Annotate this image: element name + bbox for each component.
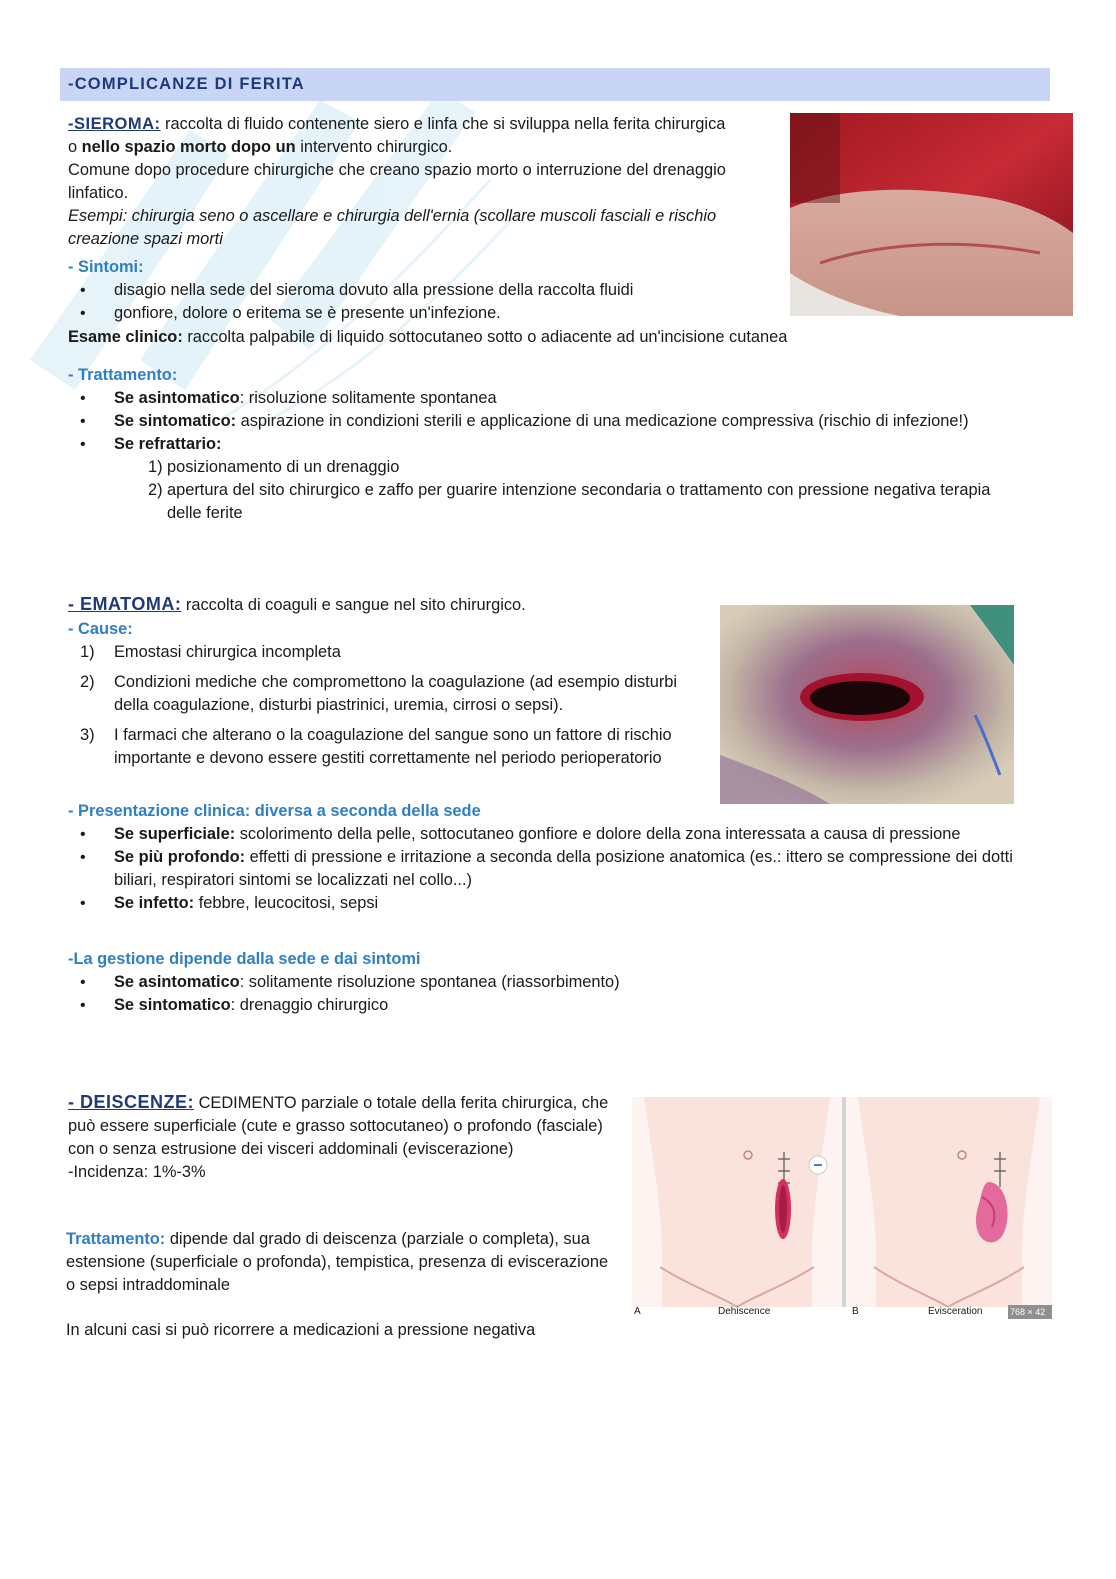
figure-size-badge: 768 × 42 (1010, 1307, 1046, 1317)
ematoma-presentazione-label: - Presentazione clinica: diversa a seconda della sede (68, 802, 481, 820)
ematoma-intro-text: raccolta di coaguli e sangue nel sito chirurgico. (181, 596, 526, 614)
ematoma-gestione (68, 948, 968, 1017)
sieroma-line2: Comune dopo procedure chirurgiche che creano spazio morto o interruzione del drenaggio linfatico. (68, 161, 726, 202)
list-item: 3) I farmaci che alterano o la coagulazione del sangue sono un fattore di rischio importante e devono essere gestiti correttamente nel periodo perioperatorio (80, 726, 672, 767)
list-item: • Se più profondo: effetti di pressione e irritazione a seconda della posizione anatomica (es.: ittero se compressione dei dotti biliari, respiratori sintomi se localizzati nel collo...) (68, 846, 1048, 892)
list-item: • Se refrattario: (68, 433, 1028, 456)
ematoma-intro (68, 593, 708, 617)
list-item: 2) apertura del sito chirurgico e zaffo per guarire intenzione secondaria o trattamento con pressione negativa terapia delle ferite (148, 481, 991, 522)
list-item: • Se sintomatico: drenaggio chirurgico (68, 994, 968, 1017)
deiscenze-figure (632, 1097, 1052, 1319)
ematoma-cause (68, 618, 698, 777)
figure-b-caption: Evisceration (928, 1306, 983, 1317)
sieroma-examples: Esempi: chirurgia seno o ascellare e chirurgia dell'ernia (scollare muscoli fasciali e rischio creazione spazi morti (68, 207, 717, 248)
figure-a-letter: A (634, 1306, 641, 1317)
sieroma-photo (790, 113, 1073, 316)
esame-text: raccolta palpabile di liquido sottocutaneo sotto o adiacente ad un'incisione cutanea (182, 328, 788, 346)
sieroma-trattamento (68, 364, 1028, 525)
list-item: • disagio nella sede del sieroma dovuto alla pressione della raccolta fluidi (68, 279, 768, 302)
deiscenze-note: In alcuni casi si può ricorrere a medicazioni a pressione negativa (66, 1321, 536, 1339)
sieroma-intro-bold: nello spazio morto dopo un (81, 138, 296, 156)
ematoma-cause-label: - Cause: (68, 620, 133, 638)
list-item: 1) Emostasi chirurgica incompleta (80, 643, 341, 661)
figure-a-caption: Dehiscence (718, 1306, 771, 1317)
sieroma-sintomi (68, 256, 768, 325)
list-item: • Se asintomatico: solitamente risoluzione spontanea (riassorbimento) (68, 971, 968, 994)
ematoma-gestione-label: -La gestione dipende dalla sede e dai sintomi (68, 950, 421, 968)
deiscenze-intro (68, 1091, 618, 1184)
sieroma-intro-text: raccolta di fluido contenente siero e linfa che si sviluppa nella ferita chirurgica o (68, 115, 726, 156)
ematoma-presentazione (68, 800, 1048, 915)
list-item: • Se infetto: febbre, leucocitosi, sepsi (68, 892, 1048, 915)
list-item: • Se asintomatico: risoluzione solitamente spontanea (68, 387, 1028, 410)
sieroma-heading: -SIEROMA: (68, 115, 161, 133)
list-item: 1) posizionamento di un drenaggio (148, 458, 400, 476)
list-item: • Se superficiale: scolorimento della pelle, sottocutaneo gonfiore e dolore della zona interessata a causa di pressione (68, 823, 1048, 846)
ematoma-heading: - EMATOMA: (68, 594, 182, 614)
deiscenze-trattamento (66, 1228, 616, 1297)
deiscenze-heading: - DEISCENZE: (68, 1092, 195, 1112)
deiscenze-trattamento-label: Trattamento: (66, 1230, 166, 1248)
sieroma-sintomi-label: - Sintomi: (68, 258, 144, 276)
deiscenze-trattamento-text: dipende dal grado di deiscenza (parziale o completa), sua estensione (superficiale o profonda), tempistica, presenza di eviscerazione o sepsi intraddominale (66, 1230, 609, 1294)
list-item: • Se sintomatico: aspirazione in condizioni sterili e applicazione di una medicazione compressiva (rischio di infezione!) (68, 410, 1028, 433)
sieroma-trattamento-label: - Trattamento: (68, 366, 178, 384)
list-item: 2) Condizioni mediche che compromettono la coagulazione (ad esempio disturbi della coagulazione, disturbi piastrinici, uremia, cirrosi o sepsi). (80, 673, 678, 714)
deiscenze-intro-text: CEDIMENTO parziale o totale della ferita chirurgica, che può essere superficiale (cute e grasso sottocutaneo) o profondo (fasciale) con o senza estrusione dei visceri addominali (eviscerazione) (68, 1094, 609, 1158)
ematoma-photo (720, 605, 1014, 804)
sieroma-intro (68, 113, 728, 251)
figure-b-letter: B (852, 1306, 859, 1317)
list-item: • gonfiore, dolore o eritema se è presente un'infezione. (68, 302, 768, 325)
sieroma-intro-tail: intervento chirurgico. (295, 138, 453, 156)
sieroma-esame (68, 326, 1068, 349)
deiscenze-incidenza: -Incidenza: 1%-3% (68, 1163, 206, 1181)
esame-label: Esame clinico: (68, 328, 183, 346)
page-title: -COMPLICANZE DI FERITA (60, 68, 1050, 101)
